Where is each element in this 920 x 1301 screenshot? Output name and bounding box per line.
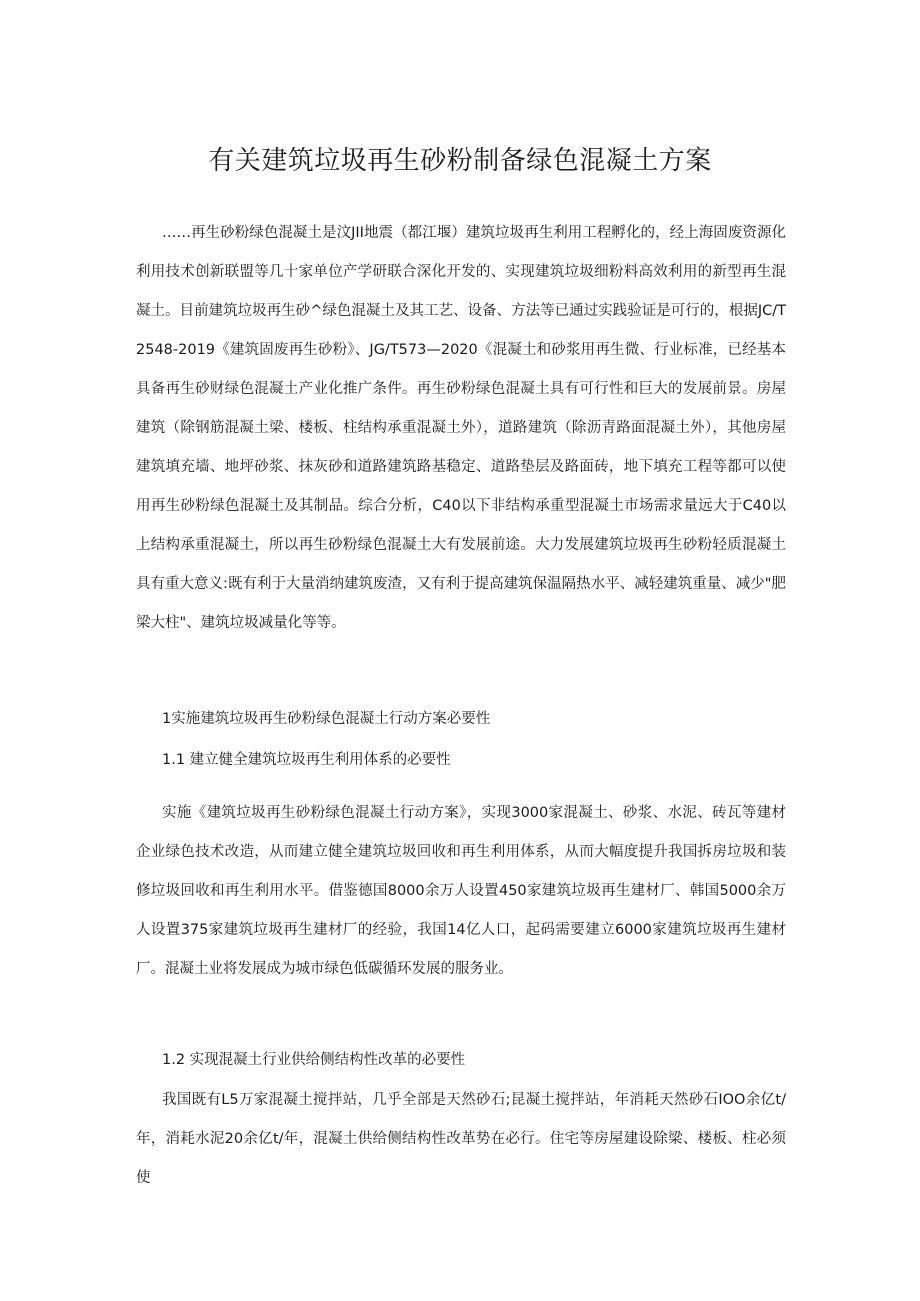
section-heading-1: 1实施建筑垃圾再生砂粉绿色混凝土行动方案必要性 [162, 711, 491, 727]
section-heading-1-2: 1.2 实现混凝土行业供给侧结构性改革的必要性 [162, 1052, 466, 1068]
document-title: 有关建筑垃圾再生砂粉制备绿色混凝土方案 [208, 146, 712, 176]
paragraph-intro: ……再生砂粉绿色混凝土是汶JII地震（都江堰）建筑垃圾再生利用工程孵化的，经上海固废资源化利用技术创新联盟等几十家单位产学研联合深化开发的、实现建筑垃圾细粉料高效利用的新型再生混凝土。目前建筑垃圾再生砂^绿色混凝土及其工艺、设备、方法等已通过实践验证是可行的，根据JC/T2548-2019《建筑固废再生砂粉》、JG/T573—2020《混凝土和砂浆用再生微、行业标准，已经基本具备再生砂财绿色混凝土产业化推广条件。再生砂粉绿色混凝土具有可行性和巨大的发展前景。房屋建筑（除钢筋混凝土梁、楼板、柱结构承重混凝土外），道路建筑（除沥青路面混凝土外），其他房屋建筑填充墙、地坪砂浆、抹灰砂和道路建筑路基稳定、道路垫层及路面砖，地下填充工程等都可以使用再生砂粉绿色混凝土及其制品。综合分析，C40以下非结构承重型混凝土市场需求量远大于C40以上结构承重混凝土，所以再生砂粉绿色混凝土大有发展前途。大力发展建筑垃圾再生砂粉轻质混凝土具有重大意义:既有利于大量消纳建筑废渣，又有利于提高建筑保温隔热水平、减轻建筑重量、减少"肥梁大柱"、建筑垃圾减量化等等。 [136, 225, 786, 631]
paragraph-recycling-system: 实施《建筑垃圾再生砂粉绿色混凝土行动方案》，实现3000家混凝土、砂浆、水泥、砖瓦等建材企业绿色技术改造，从而建立健全建筑垃圾回收和再生利用体系，从而大幅度提升我国拆房垃圾和装修垃圾回收和再生利用水平。借鉴德国8000余万人设置450家建筑垃圾再生建材厂、韩国5000余万人设置375家建筑垃圾再生建材厂的经验，我国14亿人口，起码需要建立6000家建筑垃圾再生建材厂。混凝土业将发展成为城市绿色低碳循环发展的服务业。 [136, 805, 786, 977]
section-heading-1-1: 1.1 建立健全建筑垃圾再生利用体系的必要性 [162, 752, 451, 768]
paragraph-supply-reform: 我国既有L5万家混凝土搅拌站，几乎全部是天然砂石;昆凝土搅拌站，年消耗天然砂石IOO余亿t/年，消耗水泥20余亿t/年，混凝土供给侧结构性改革势在必行。住宅等房屋建设除梁、楼板、柱必须使 [136, 1092, 786, 1186]
